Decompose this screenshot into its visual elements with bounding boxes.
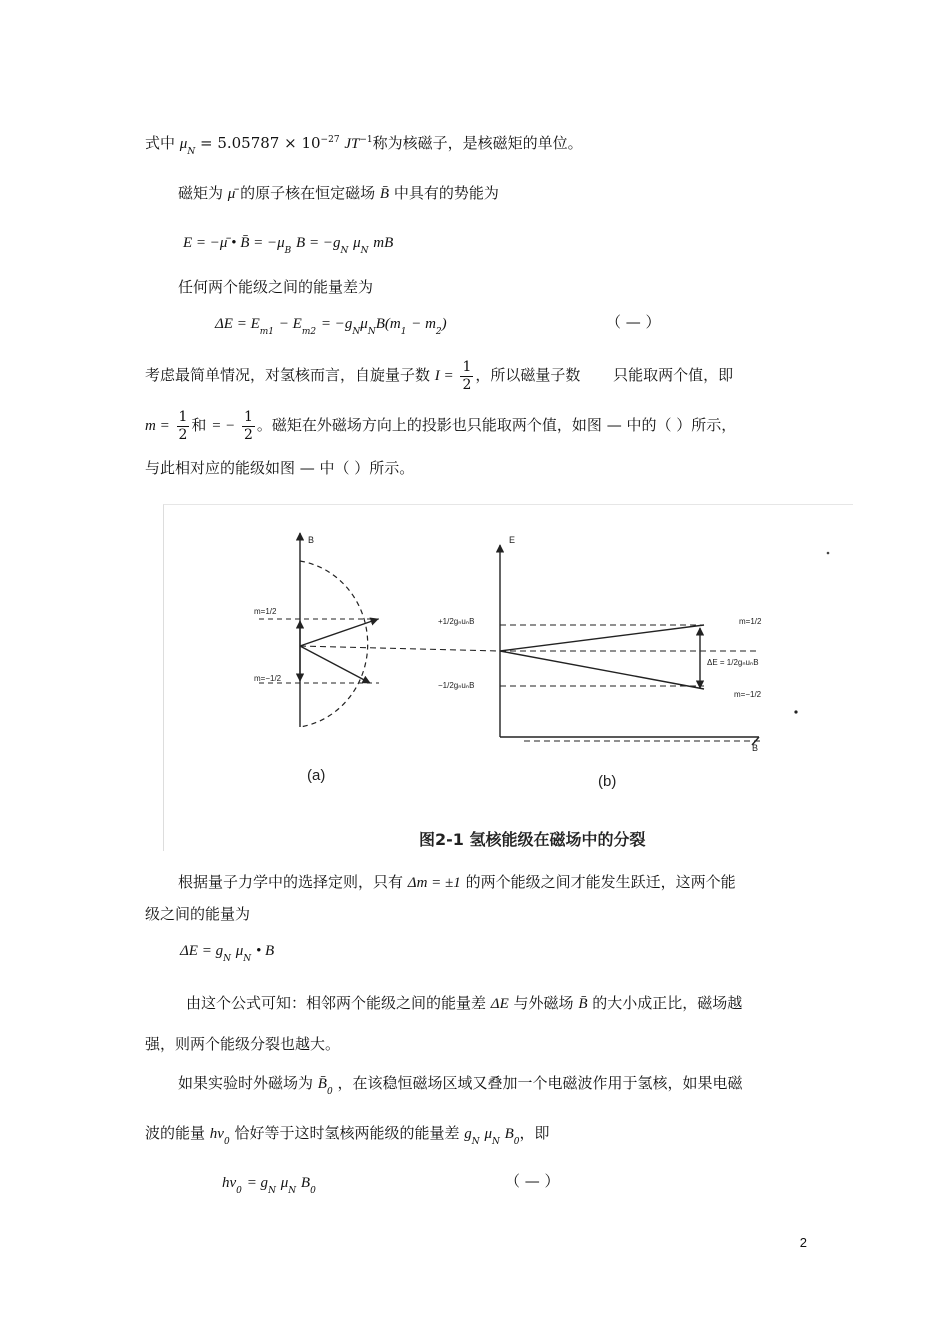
frac-num: 1 xyxy=(244,408,253,425)
text: ，即 xyxy=(519,1124,550,1142)
level-up xyxy=(500,625,704,651)
text: 级之间的能量为 xyxy=(145,905,251,923)
text-line-p4a xyxy=(178,1073,743,1096)
subscript: 0 xyxy=(236,1186,242,1196)
subscript: N xyxy=(288,1186,297,1196)
superscript: −1 xyxy=(359,135,373,145)
text: 波的能量 xyxy=(145,1124,206,1142)
math-symbol: B̄ xyxy=(379,186,390,202)
label-m-neg-half-b: m=−1/2 xyxy=(734,690,762,699)
subscript: N xyxy=(340,246,349,256)
text: 称为核磁子，是核磁矩的单位。 xyxy=(372,134,583,152)
label-m-neg-half-a: m=−1/2 xyxy=(254,674,282,683)
math-text: ) xyxy=(441,316,447,332)
math-symbol: μ xyxy=(179,136,188,152)
frac-den: 2 xyxy=(462,376,472,393)
text-line-1 xyxy=(145,133,583,156)
speck xyxy=(827,552,830,555)
label-m-half-a: m=1/2 xyxy=(254,607,277,616)
label-delta-e: ΔE = 1/2gₙuₙB xyxy=(707,658,759,667)
superscript: −27 xyxy=(320,135,340,145)
text: 的两个能级之间才能发生跃迁，这两个能 xyxy=(465,873,736,891)
text-line-p3b xyxy=(145,1034,340,1054)
math-symbol: μ̄ xyxy=(227,186,236,202)
frac-den: 2 xyxy=(244,426,253,443)
math-text: Δm = ±1 xyxy=(407,875,461,891)
math-symbol: B̄ xyxy=(317,1076,327,1092)
text-line-p4b xyxy=(145,1123,550,1146)
math-text: − m xyxy=(411,316,436,332)
text-line-2 xyxy=(178,183,499,204)
equation-hv0 xyxy=(222,1172,316,1195)
subscript: N xyxy=(471,1137,480,1147)
text: ，所以磁量子数 xyxy=(475,366,581,384)
subscript: N xyxy=(223,954,231,964)
text: 的原子核在恒定磁场 xyxy=(240,184,376,202)
text: 只能取两个值，即 xyxy=(613,366,734,384)
frac-num: 1 xyxy=(462,358,472,375)
figure-caption: 图2-1 氢核能级在磁场中的分裂 xyxy=(419,830,646,849)
math-symbol: μ xyxy=(235,943,244,959)
equation-energy xyxy=(183,232,393,255)
math-text: g xyxy=(464,1126,472,1142)
math-symbol: μ xyxy=(484,1126,492,1142)
text: 考虑最简单情况，对氢核而言，自旋量子数 xyxy=(145,366,431,384)
speck xyxy=(794,710,797,713)
equation-number-2: （ — ） xyxy=(505,1172,560,1190)
text: ，在该稳恒磁场区域又叠加一个电磁波作用于氢核，如果电磁 xyxy=(337,1074,743,1092)
text: 由这个公式可知：相邻两个能级之间的能量差 xyxy=(186,994,487,1012)
text-line-p2a xyxy=(178,872,736,893)
subscript: m1 xyxy=(259,327,275,337)
subscript: N xyxy=(491,1137,500,1147)
text: 强，则两个能级分裂也越大。 xyxy=(145,1035,341,1053)
page-number: 2 xyxy=(799,1235,807,1250)
math-symbol: μ xyxy=(353,235,361,251)
subscript: B xyxy=(284,246,292,256)
text: 的大小成正比，磁场越 xyxy=(592,994,743,1012)
subscript: 2 xyxy=(435,327,442,337)
text: 根据量子力学中的选择定则，只有 xyxy=(178,873,404,891)
math-text: B(m xyxy=(375,316,401,332)
math-text: hν xyxy=(222,1175,237,1191)
math-text: • B xyxy=(255,943,275,959)
math-text: ΔE = g xyxy=(180,943,224,959)
fraction-half xyxy=(242,409,255,444)
axis-label-B-a: B xyxy=(308,535,315,545)
math-symbol: μ xyxy=(360,316,368,332)
math-text: hν xyxy=(209,1126,224,1142)
subscript: m2 xyxy=(301,327,317,337)
text: 中具有的势能为 xyxy=(393,184,499,202)
subscript: N xyxy=(187,147,196,157)
math-text: − E xyxy=(278,316,302,332)
subscript: 1 xyxy=(400,327,407,337)
text: 式中 xyxy=(145,134,176,152)
math-symbol: μ xyxy=(280,1175,289,1191)
math-text: ΔE = E xyxy=(215,316,260,332)
subscript: N xyxy=(268,1186,276,1196)
text: 任何两个能级之间的能量差为 xyxy=(178,278,374,296)
subscript: 0 xyxy=(326,1087,333,1097)
vector-up xyxy=(300,619,378,646)
text-line-8 xyxy=(145,458,414,478)
subscript: 0 xyxy=(310,1186,316,1196)
subscript: N xyxy=(367,327,376,337)
subscript: N xyxy=(360,246,369,256)
math-text: B xyxy=(300,1175,311,1191)
subscript: N xyxy=(243,954,252,964)
math-text: B xyxy=(504,1126,514,1142)
fraction-half xyxy=(460,359,473,394)
text: 。磁矩在外磁场方向上的投影也只能取两个值，如图 — 中的（ ）所示， xyxy=(256,416,737,434)
label-minus-energy: −1/2gₙuₙB xyxy=(438,681,475,690)
equation-number-1: （ — ） xyxy=(606,313,661,331)
math-text: m = xyxy=(145,418,170,434)
equation-delta-e-gnmn xyxy=(180,940,274,963)
math-symbol: B̄ xyxy=(578,996,588,1012)
subscript: 0 xyxy=(513,1137,520,1147)
text-line-4 xyxy=(178,277,373,297)
label-m-half-b: m=1/2 xyxy=(739,617,762,626)
dashed-arc xyxy=(300,561,368,727)
fraction-half xyxy=(177,409,190,444)
text-line-7 xyxy=(145,408,736,444)
text: 磁矩为 xyxy=(178,184,224,202)
panel-label-b: (b) xyxy=(598,773,617,790)
math-text: = 5.05787 × 10 xyxy=(199,134,321,152)
subscript: 0 xyxy=(223,1137,230,1147)
math-unit: JT xyxy=(344,136,360,152)
math-text: ΔE xyxy=(490,996,509,1012)
axis-label-B-b: B xyxy=(752,743,759,753)
math-text: = g xyxy=(246,1175,269,1191)
frac-den: 2 xyxy=(178,426,188,443)
text: 如果实验时外磁场为 xyxy=(178,1074,314,1092)
text: 和 xyxy=(191,416,207,434)
vector-down xyxy=(300,646,370,683)
frac-num: 1 xyxy=(178,408,188,425)
math-text: B = −g xyxy=(296,235,341,251)
subscript: N xyxy=(352,327,361,337)
text-line-p2b xyxy=(145,904,250,924)
text-line-p3a xyxy=(186,993,742,1014)
math-text: I = xyxy=(434,368,454,384)
panel-label-a: (a) xyxy=(307,767,326,784)
text: 与外磁场 xyxy=(513,994,574,1012)
text: 恰好等于这时氢核两能级的能量差 xyxy=(234,1124,460,1142)
text-line-6 xyxy=(145,358,733,394)
math-text: E = −μ̄ • B̄ = −μ xyxy=(183,235,285,251)
level-down xyxy=(500,651,704,689)
text: 与此相对应的能级如图 — 中（ ）所示。 xyxy=(145,459,415,477)
label-plus-energy: +1/2gₙuₙB xyxy=(438,617,475,626)
math-text: = − xyxy=(211,418,236,434)
math-text: mB xyxy=(373,235,394,251)
math-text: = −g xyxy=(320,316,353,332)
connecting-dash xyxy=(300,646,500,651)
axis-label-E: E xyxy=(509,535,516,545)
equation-delta-e xyxy=(215,313,447,336)
figure-2-1 xyxy=(163,504,853,851)
